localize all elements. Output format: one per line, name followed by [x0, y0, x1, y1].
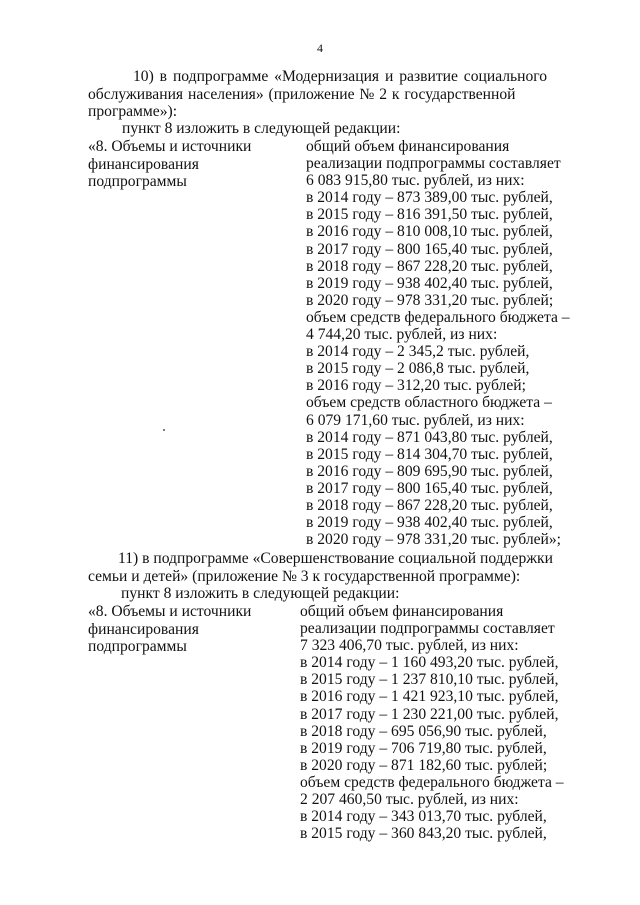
- table-value-line: 6 079 171,60 тыс. рублей, из них:: [306, 411, 525, 429]
- table-value-line: в 2015 году – 1 237 810,10 тыс. рублей,: [300, 671, 559, 689]
- table-value-line: в 2019 году – 706 719,80 тыс. рублей,: [300, 739, 547, 757]
- section-11-table-value: [300, 603, 571, 842]
- section-10-heading-line: 10) в подпрограмме «Модернизация и развитие социального: [133, 68, 548, 85]
- table-value-line: в 2015 году – 360 843,20 тыс. рублей,: [300, 825, 547, 843]
- table-value-line: 6 083 915,80 тыс. рублей, из них:: [306, 172, 525, 190]
- section-11-instruction: пункт 8 изложить в следующей редакции:: [121, 585, 400, 602]
- table-value-line: в 2018 году – 867 228,20 тыс. рублей,: [306, 496, 553, 514]
- table-value-line: в 2019 году – 938 402,40 тыс. рублей,: [306, 514, 553, 532]
- section-11-heading-line: семьи и детей» (приложение № 3 к государственной программе):: [88, 567, 521, 585]
- table-value-line: реализации подпрограммы составляет: [306, 155, 561, 173]
- table-value-line: в 2020 году – 978 331,20 тыс. рублей;: [306, 291, 554, 309]
- section-11-heading-line: 11) в подпрограмме «Совершенствование социальной поддержки: [118, 550, 553, 567]
- table-value-line: в 2014 году – 1 160 493,20 тыс. рублей,: [300, 654, 559, 672]
- table-value-line: в 2015 году – 2 086,8 тыс. рублей,: [306, 360, 530, 378]
- table-value-line: в 2017 году – 800 165,40 тыс. рублей,: [306, 479, 553, 497]
- table-value-line: в 2016 году – 809 695,90 тыс. рублей,: [306, 462, 553, 480]
- section-11-heading: [88, 550, 577, 585]
- page-number: 4: [317, 41, 323, 55]
- section-10-heading: [88, 68, 577, 121]
- table-value-line: общий объем финансирования: [306, 138, 510, 155]
- table-value-line: 4 744,20 тыс. рублей, из них:: [306, 326, 498, 344]
- table-value-line: в 2014 году – 871 043,80 тыс. рублей,: [306, 428, 553, 446]
- section-10-heading-line: программе»):: [88, 103, 178, 120]
- section-10-instruction: пункт 8 изложить в следующей редакции:: [122, 120, 401, 137]
- table-value-line: в 2017 году – 1 230 221,00 тыс. рублей,: [300, 705, 559, 723]
- table-label-line: «8. Объемы и источники: [88, 603, 252, 620]
- table-value-line: в 2018 году – 695 056,90 тыс. рублей,: [300, 722, 547, 740]
- section-10-table-label: [88, 138, 298, 191]
- table-value-line: в 2014 году – 343 013,70 тыс. рублей,: [300, 808, 547, 826]
- table-value-line: в 2020 году – 978 331,20 тыс. рублей»;: [306, 531, 562, 549]
- table-value-line: 2 207 460,50 тыс. рублей, из них:: [300, 791, 519, 809]
- table-label-line: финансирования: [88, 155, 199, 173]
- table-value-line: в 2017 году – 800 165,40 тыс. рублей,: [306, 240, 553, 258]
- table-label-line: «8. Объемы и источники: [88, 138, 252, 155]
- table-label-line: подпрограммы: [88, 638, 187, 655]
- section-10-table-value: [306, 138, 577, 548]
- table-value-line: реализации подпрограммы составляет: [300, 620, 555, 638]
- table-value-line: объем средств федерального бюджета –: [306, 308, 570, 326]
- table-value-line: объем средств федерального бюджета –: [300, 773, 564, 791]
- table-value-line: в 2015 году – 816 391,50 тыс. рублей,: [306, 206, 553, 224]
- scan-speck: [163, 429, 165, 431]
- table-value-line: в 2019 году – 938 402,40 тыс. рублей,: [306, 274, 553, 292]
- table-value-line: в 2016 году – 810 008,10 тыс. рублей,: [306, 223, 553, 241]
- table-value-line: общий объем финансирования: [300, 603, 504, 620]
- table-value-line: в 2018 году – 867 228,20 тыс. рублей,: [306, 257, 553, 275]
- table-value-line: в 2020 году – 871 182,60 тыс. рублей;: [300, 756, 548, 774]
- table-label-line: финансирования: [88, 620, 199, 638]
- table-value-line: в 2014 году – 873 389,00 тыс. рублей,: [306, 189, 553, 207]
- table-value-line: 7 323 406,70 тыс. рублей, из них:: [300, 637, 519, 655]
- section-10-heading-line: обслуживания населения» (приложение № 2 к государственной: [88, 85, 516, 103]
- table-label-line: подпрограммы: [88, 173, 187, 190]
- table-value-line: в 2015 году – 814 304,70 тыс. рублей,: [306, 445, 553, 463]
- table-value-line: объем средств областного бюджета –: [306, 394, 552, 412]
- table-value-line: в 2016 году – 312,20 тыс. рублей;: [306, 377, 526, 395]
- table-value-line: в 2016 году – 1 421 923,10 тыс. рублей,: [300, 688, 559, 706]
- section-11-table-label: [88, 603, 298, 656]
- table-value-line: в 2014 году – 2 345,2 тыс. рублей,: [306, 343, 530, 361]
